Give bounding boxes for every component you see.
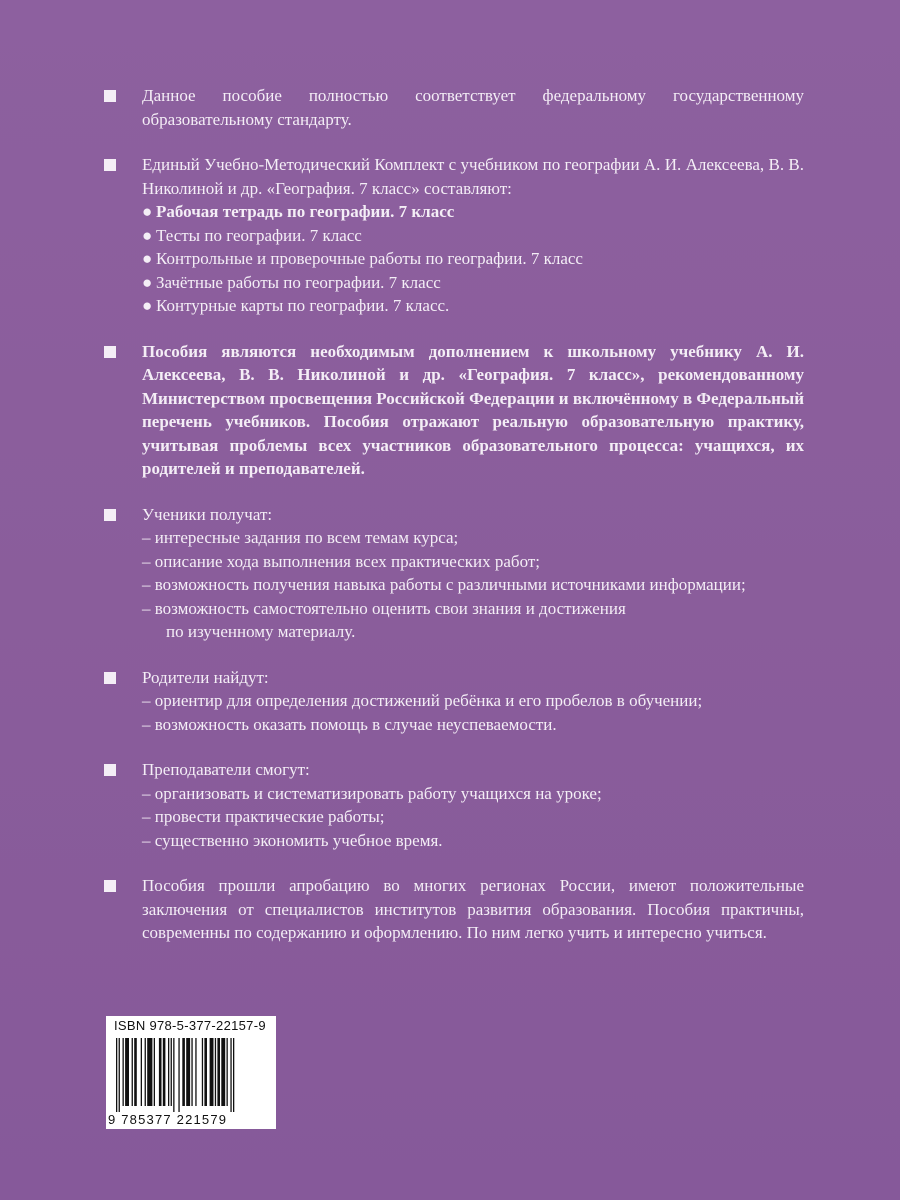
barcode-bar: [215, 1038, 216, 1106]
barcode-bar: [163, 1038, 166, 1106]
list-item: – возможность самостоятельно оценить свои знания и достижения: [142, 598, 626, 618]
students-heading: Ученики получат:: [142, 504, 273, 524]
list-item: – возможность оказать помощь в случае неуспеваемости.: [142, 714, 557, 734]
umk-intro: Единый Учебно-Методический Комплект с учебником по географии А. И. Алексеева, В. В. Николиной и др. «География. 7 класс» составляют:: [142, 155, 804, 198]
barcode-bar: [202, 1038, 203, 1106]
list-item: – провести практические работы;: [142, 807, 385, 826]
barcode-bar: [132, 1038, 133, 1106]
recommendation-block: [104, 340, 804, 481]
umk-item: ● Рабочая тетрадь по географии. 7 класс: [142, 200, 804, 224]
barcode-bar: [145, 1038, 146, 1106]
square-bullet-icon: [104, 880, 116, 892]
barcode: [106, 1016, 276, 1129]
barcode-bar: [159, 1038, 162, 1106]
umk-item: ● Контрольные и проверочные работы по географии. 7 класс: [142, 247, 804, 271]
list-item: – существенно экономить учебное время.: [142, 830, 443, 850]
round-bullet-icon: ●: [142, 225, 153, 245]
barcode-bar: [227, 1038, 228, 1106]
barcode-bars: [116, 1038, 266, 1112]
approbation-block: [104, 874, 804, 945]
barcode-bar: [125, 1038, 129, 1106]
barcode-bar: [173, 1038, 174, 1112]
approbation-text: Пособия прошли апробацию во многих регионах России, имеют положительные заключения от специалистов институтов развития образования. Пособия практичны, современны по содержанию и оформлению. По ним легко учить и интересно учиться.: [142, 876, 804, 942]
barcode-bar: [186, 1038, 190, 1106]
umk-item: ● Тесты по географии. 7 класс: [142, 224, 804, 248]
standard-compliance-block: [104, 84, 804, 131]
barcode-bar: [168, 1038, 169, 1106]
barcode-bar: [178, 1038, 179, 1112]
cover-text: [104, 84, 804, 967]
barcode-bar: [195, 1038, 196, 1106]
barcode-bar: [119, 1038, 120, 1112]
round-bullet-icon: ●: [142, 296, 153, 315]
barcode-bar: [116, 1038, 117, 1112]
square-bullet-icon: [104, 672, 116, 684]
barcode-bar: [233, 1038, 234, 1112]
recommendation-text: Пособия являются необходимым дополнением к школьному учебнику А. И. Алексеева, В. В. Николиной и др. «География. 7 класс», рекомендованному Министерством просвещения Российской Федерации и включённому в Федеральный перечень учебников. Пособия отражают реальную образовательную практику, учитывая проблемы всех участников образовательного процесса: учащихся, их родителей и преподавателей.: [142, 341, 804, 478]
barcode-bar: [221, 1038, 225, 1106]
barcode-bar: [191, 1038, 192, 1106]
list-item: – интересные задания по всем темам курса;: [142, 528, 459, 547]
barcode-bar: [147, 1038, 152, 1106]
list-item: – организовать и систематизировать работу учащихся на уроке;: [142, 783, 602, 803]
umk-block: [104, 153, 804, 318]
parents-heading: Родители найдут:: [142, 667, 269, 687]
barcode-bar: [217, 1038, 220, 1106]
barcode-bar: [141, 1038, 142, 1106]
umk-item: ● Зачётные работы по географии. 7 класс: [142, 271, 804, 295]
parents-block: [104, 666, 804, 737]
list-item: – возможность получения навыка работы с различными источниками информации;: [142, 575, 746, 594]
square-bullet-icon: [104, 159, 116, 171]
teachers-block: [104, 758, 804, 852]
list-item: – ориентир для определения достижений ребёнка и его пробелов в обучении;: [142, 691, 703, 710]
round-bullet-icon: ●: [142, 202, 153, 221]
barcode-number: 9 785377 221579: [108, 1112, 228, 1127]
students-block: [104, 503, 804, 644]
square-bullet-icon: [104, 90, 116, 102]
barcode-bar: [230, 1038, 231, 1112]
barcode-bar: [134, 1038, 137, 1106]
teachers-heading: Преподаватели смогут:: [142, 760, 310, 779]
square-bullet-icon: [104, 509, 116, 521]
list-item: – описание хода выполнения всех практических работ;: [142, 551, 541, 571]
square-bullet-icon: [104, 764, 116, 776]
barcode-bar: [171, 1038, 172, 1106]
list-item-continuation: по изученному материалу.: [166, 622, 356, 641]
isbn-label: ISBN 978-5-377-22157-9: [114, 1018, 266, 1033]
umk-item: ● Контурные карты по географии. 7 класс.: [142, 294, 804, 318]
round-bullet-icon: ●: [142, 272, 153, 292]
round-bullet-icon: ●: [142, 249, 153, 268]
standard-compliance-text: Данное пособие полностью соответствует федеральному государственному образовательному стандарту.: [142, 86, 804, 129]
square-bullet-icon: [104, 346, 116, 358]
barcode-bar: [154, 1038, 155, 1106]
barcode-bar: [182, 1038, 185, 1106]
barcode-bar: [123, 1038, 124, 1106]
barcode-bar: [210, 1038, 214, 1106]
barcode-bar: [204, 1038, 207, 1106]
